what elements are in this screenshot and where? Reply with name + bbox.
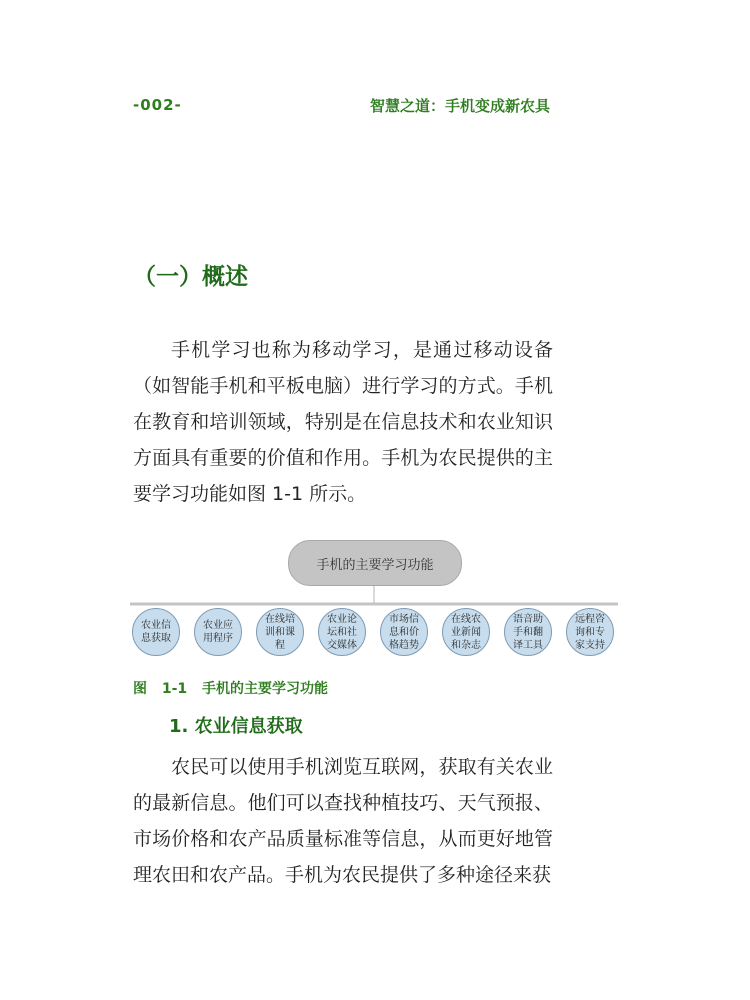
- diagram-leaf-node: 在线培训和课程: [256, 608, 304, 656]
- section-heading: （一）概述: [133, 264, 248, 290]
- subsection-heading: 1. 农业信息获取: [169, 716, 303, 737]
- section-paragraph: 手机学习也称为移动学习，是通过移动设备（如智能手机和平板电脑）进行学习的方式。手机在教育和培训领域，特别是在信息技术和农业知识方面具有重要的价值和作用。手机为农民提供的主要学习功能如图 1-1 所示。: [133, 339, 553, 505]
- figure-caption: 图 1-1 手机的主要学习功能: [133, 681, 329, 697]
- running-title: 智慧之道：手机变成新农具: [369, 97, 550, 115]
- diagram-leaf-node: 农业论坛和社交媒体: [318, 608, 366, 656]
- page-number: -002-: [133, 96, 182, 114]
- diagram-leaf-node: 在线农业新闻和杂志: [442, 608, 490, 656]
- diagram-leaf-node: 远程咨询和专家支持: [566, 608, 614, 656]
- subsection-paragraph: 农民可以使用手机浏览互联网，获取有关农业的最新信息。他们可以查找种植技巧、天气预报、市场价格和农产品质量标准等信息，从而更好地管理农田和农产品。手机为农民提供了多种途径来获: [133, 756, 553, 886]
- diagram-root-node: 手机的主要学习功能: [288, 540, 462, 586]
- diagram-leaf-node: 农业应用程序: [194, 608, 242, 656]
- learning-functions-diagram: [130, 540, 620, 660]
- diagram-leaf-node: 语音助手和翻译工具: [504, 608, 552, 656]
- diagram-leaf-node: 农业信息获取: [132, 608, 180, 656]
- diagram-leaf-node: 市场信息和价格趋势: [380, 608, 428, 656]
